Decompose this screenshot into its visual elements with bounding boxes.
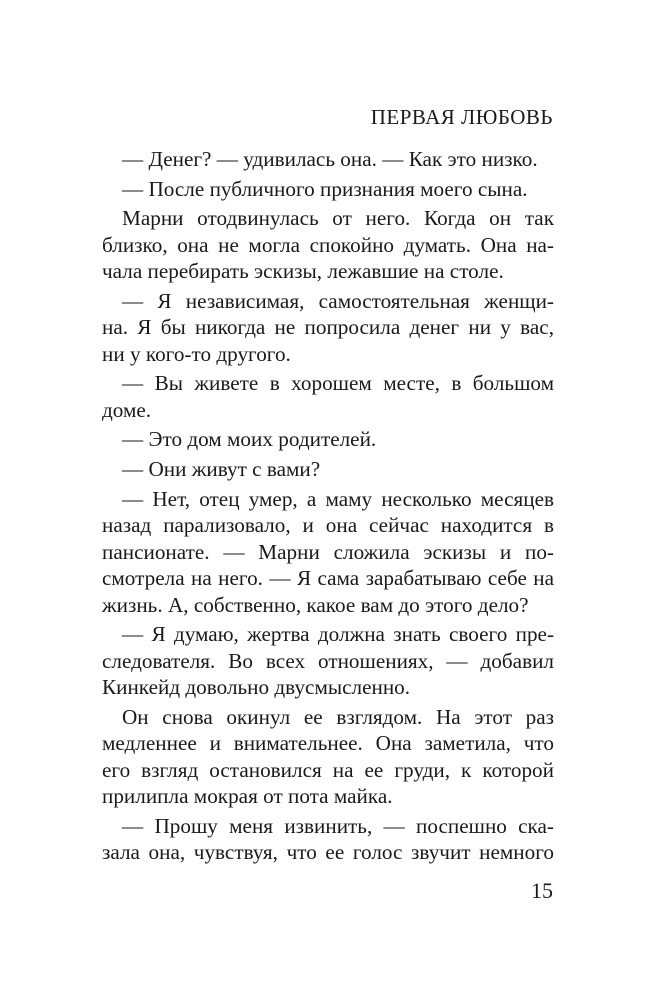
text-line: — Денег? — удивилась она. — Как это низко. (122, 147, 538, 171)
text-line: ни у кого-то другого. (102, 341, 291, 366)
body-text (102, 146, 554, 866)
text-line: близко, она не могла спокойно думать. Она на- (102, 232, 554, 257)
text-line: — Нет, отец умер, а маму несколько месяцев (122, 486, 554, 511)
text-line: смотрела на него. — Я сама зарабатываю себе на (102, 566, 554, 591)
text-line: медленнее и внимательнее. Она заметила, что (102, 731, 554, 756)
text-line: — Я независимая, самостоятельная женщи- (122, 288, 554, 313)
text-line: — Я думаю, жертва должна знать своего пре- (122, 622, 554, 647)
text-line: — Вы живете в хорошем месте, в большом (122, 371, 554, 396)
text-line: назад парализовало, и она сейчас находится в (102, 513, 554, 538)
text-line: — Прошу меня извинить, — поспешно ска- (122, 813, 554, 838)
text-line: жизнь. А, собственно, какое вам до этого дело? (102, 592, 529, 617)
text-line: зала она, чувствуя, что ее голос звучит немного (102, 840, 554, 865)
text-line: — Они живут с вами? (122, 457, 321, 482)
text-line: доме. (102, 397, 152, 422)
text-line: на. Я бы никогда не попросила денег ни у вас, (102, 315, 554, 340)
text-line: — После публичного признания моего сына. (122, 176, 528, 201)
text-line: прилипла мокрая от пота майка. (102, 784, 393, 809)
page-number: 15 (531, 878, 553, 903)
text-line: Марни отодвинулась от него. Когда он так (122, 206, 554, 231)
text-line: Он снова окинул ее взглядом. На этот раз (122, 704, 554, 729)
text-line: следователя. Во всех отношениях, — добавил (102, 648, 554, 673)
text-line: Кинкейд довольно двусмысленно. (102, 675, 411, 700)
text-line: — Это дом моих родителей. (122, 427, 377, 452)
text-line: его взгляд остановился на ее груди, к которой (102, 757, 554, 782)
text-line: пансионате. — Марни сложила эскизы и по- (102, 539, 554, 564)
running-head: ПЕРВАЯ ЛЮБОВЬ (370, 105, 553, 129)
text-line: чала перебирать эскизы, лежавшие на столе. (102, 259, 504, 284)
